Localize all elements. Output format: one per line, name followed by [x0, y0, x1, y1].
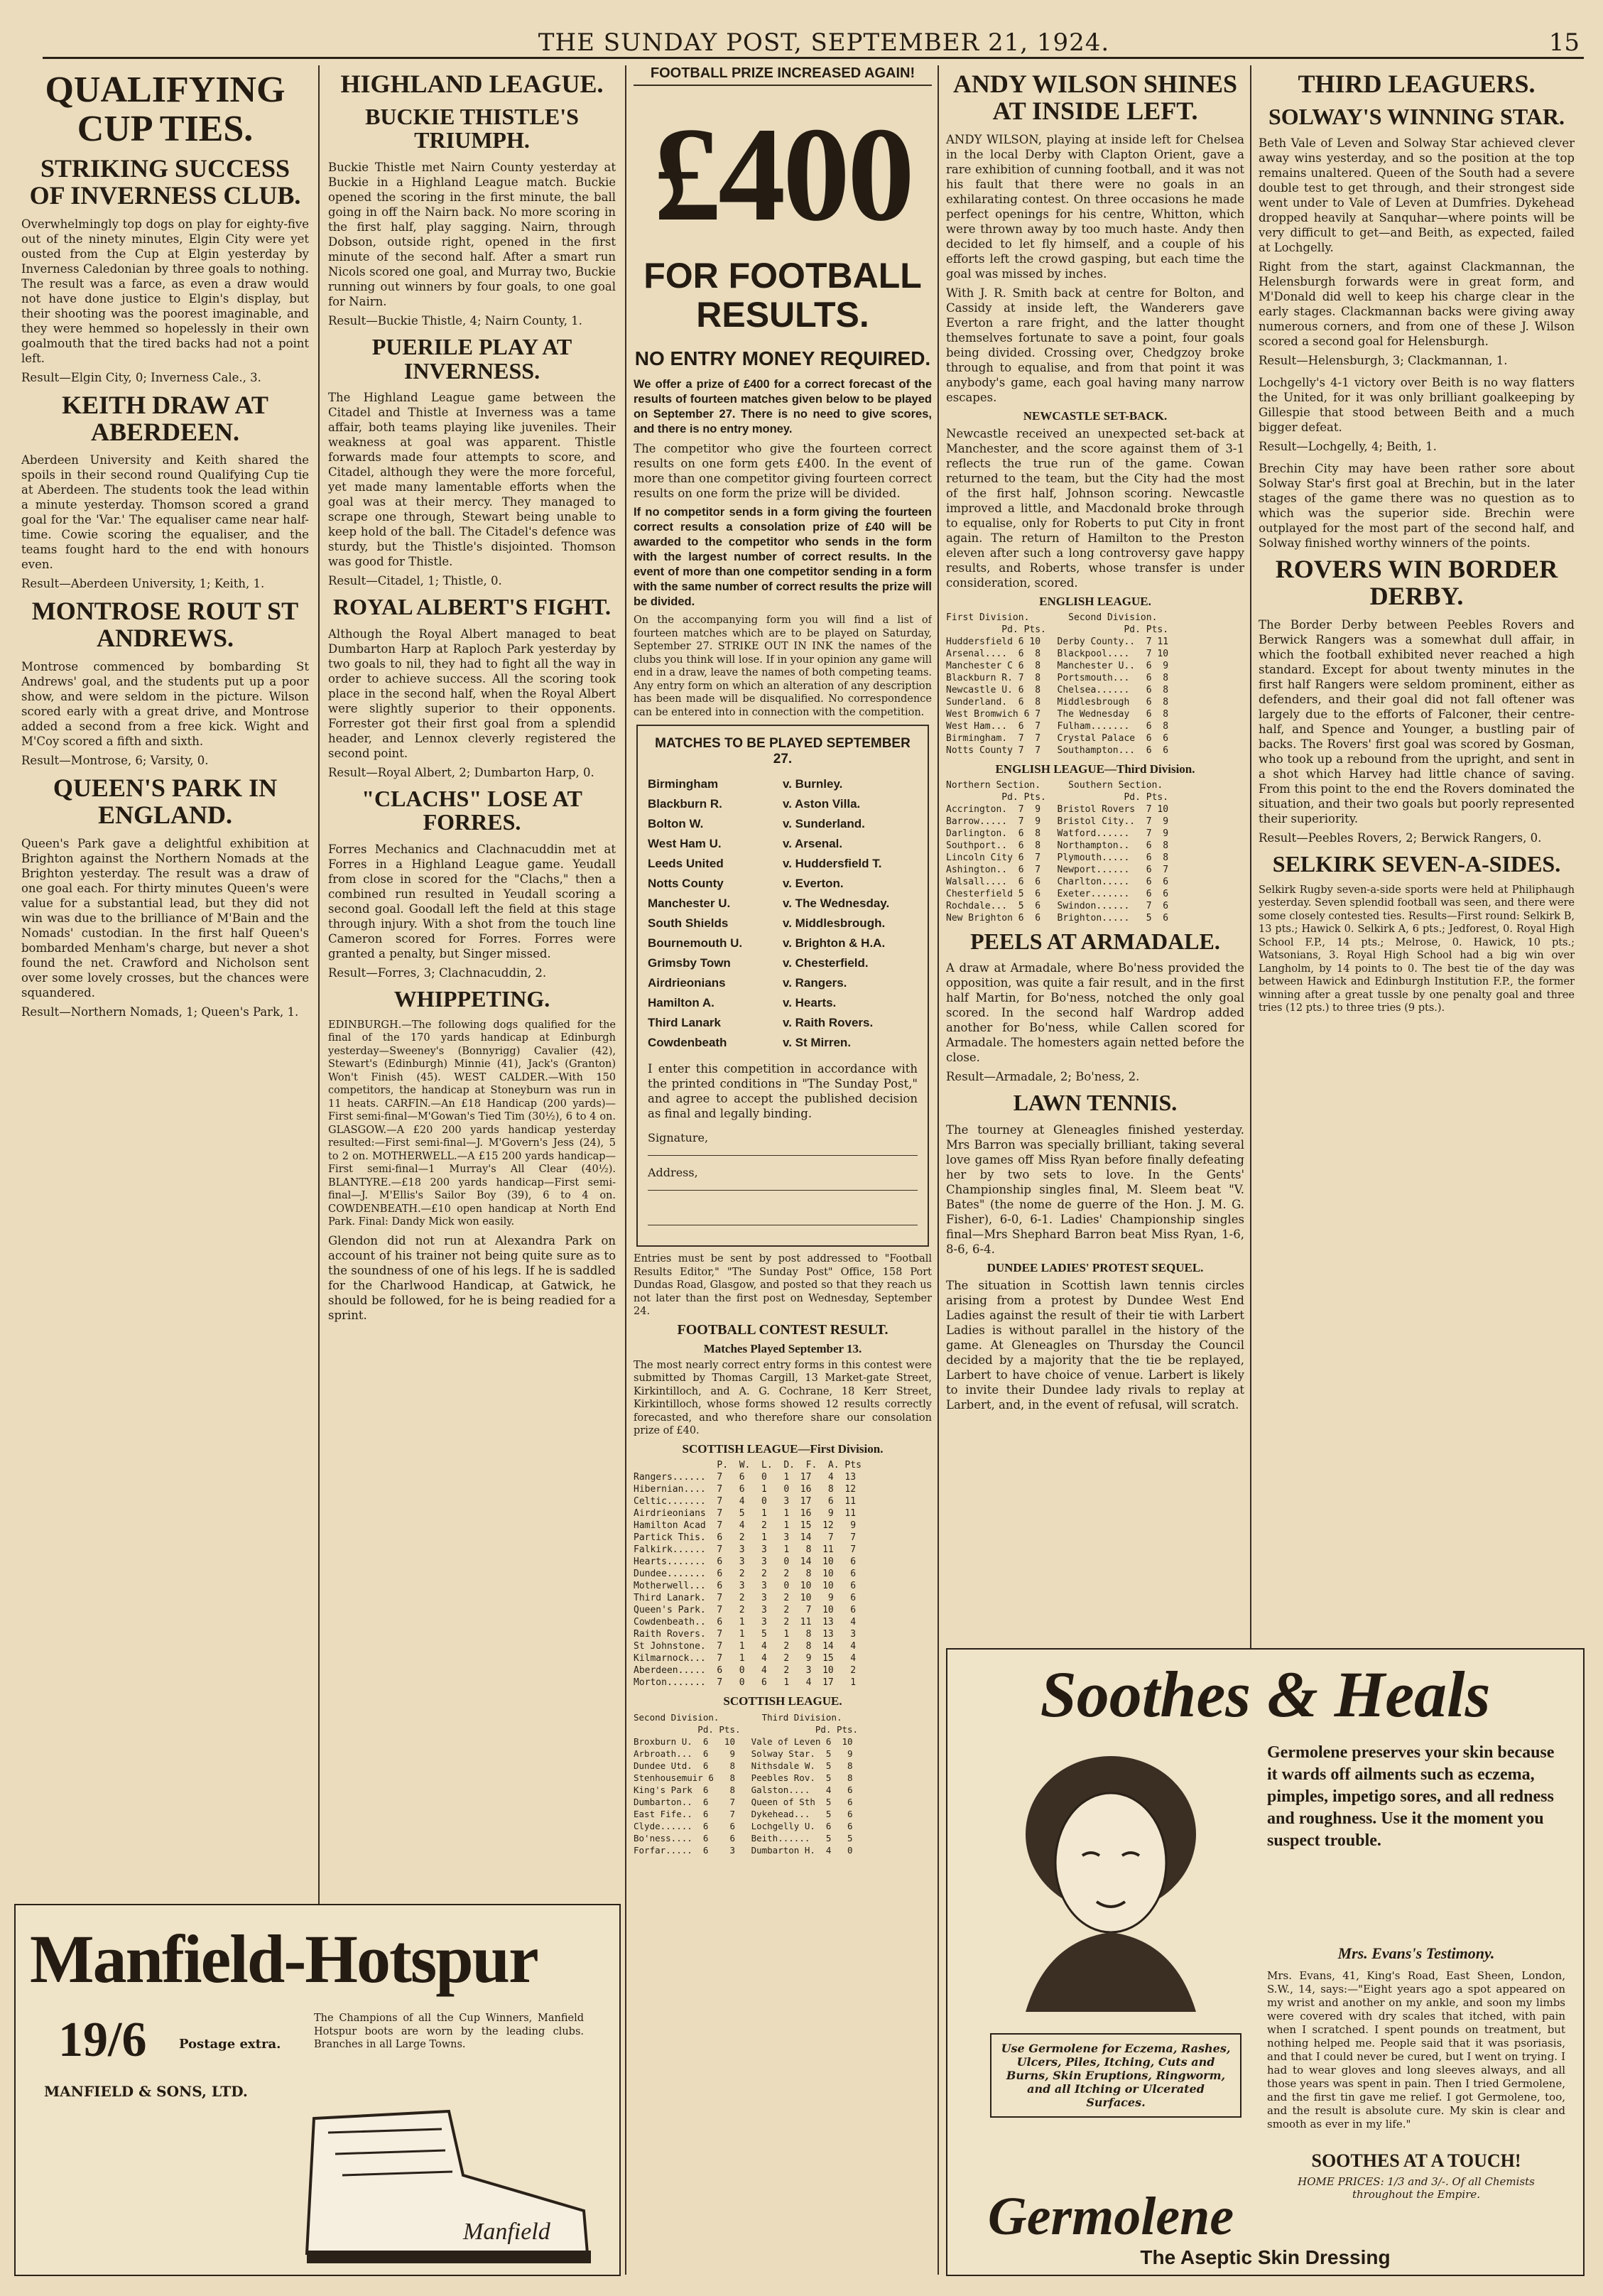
result-line: Result—Elgin City, 0; Inverness Cale., 3.: [21, 370, 261, 384]
article-body: Lochgelly's 4-1 victory over Beith is no way flatters the United, for it was only brilliant goalkeeping by Gillespie that stood between Beith and a much bigger defeat.: [1259, 376, 1575, 435]
subheadline: Matches Played September 13.: [703, 1341, 862, 1355]
result-line: Result—Forres, 3; Clachnacuddin, 2.: [328, 965, 547, 980]
fixture-row: [648, 1033, 918, 1053]
competition-banner: FOOTBALL PRIZE INCREASED AGAIN!: [634, 65, 932, 86]
article-body: Forres Mechanics and Clachnacuddin met at Forres in a Highland League game. Yeudall from close in scored for the "Clachs," then a combined run resulted in Yeudall scoring a second goal. Goodall left the field at this stage through injury. With a shot from the touch line Cameron scored for Forres. Forres were granted a penalty, but Singer missed.: [328, 842, 616, 960]
competition-title: FOR FOOTBALL RESULTS.: [643, 256, 922, 335]
offer-text: We offer a prize of £400 for a correct forecast of the results of fourteen matches given below to be played on September 27. There is no need to give scores, and there is no entry money.: [634, 378, 932, 435]
boot-sole-label: Manfield: [463, 2219, 550, 2245]
article-body: The most nearly correct entry forms in this contest were submitted by Thomas Cargill, 13 Market-gate Street, Kirkintilloch, and A. G. Cochrane, 18 Kerr Street, Kirkintilloch, whose forms showed 12 results correctly forecasted, and who therefore share our consolation prize of £40.: [634, 1359, 932, 1436]
fixture-away[interactable]: v. The Wednesday.: [783, 897, 890, 910]
league-table: Second Division. Third Division. Pd. Pts. Pd. Pts. Broxburn U. 6 10 Vale of Leven 6 10 Arbroath... 6 9 Solway Star. 5 9 Dundee Utd. 6 8 Nithsdale W. 5 8 Stenhousemuir 6 8 Peebles Rov. 5 8 King's Park 6 8 Galston.... 4 6 Dumbarton.. 6 7 Queen of Sth 5 6 East Fife.. 6 7 Dykehead... 5 6 Clyde...... 6 6 Lochgelly U. 6 6 Bo'ness.... 6 6 Beith...... 5 5 Forfar..... 6 3 Dumbarton H. 4 0: [634, 1711, 859, 1856]
result-line: Result—Montrose, 6; Varsity, 0.: [21, 753, 209, 767]
woman-portrait-icon: [962, 1742, 1260, 2012]
page-number: 15: [1548, 28, 1580, 57]
article-body: Selkirk Rugby seven-a-side sports were held at Philiphaugh yesterday. Seven splendid football was seen, and there were some closely contested ties. Results—First round: Selkirk B, 13 pts.; Hawick 0. Selkirk A, 6 pts.; Jedforest, 0. Royal High School F.P., 14 pts.; Melrose, 0. Hawick, 10 pts.; Watsonians, 3. Royal High School had a big win over Langholm, by 14 points to 0. The best tie of the day was between Hawick and Edinburgh Institution F.P., the former winning after a great tussle by one penalty goal and three tries (12 pts.) to three tries (9 pts.).: [1259, 884, 1575, 1014]
table-title: SCOTTISH LEAGUE.: [723, 1694, 842, 1708]
fixture-home[interactable]: Bournemouth U.: [648, 936, 743, 950]
fixture-away[interactable]: v. Aston Villa.: [783, 797, 861, 811]
fixtures-title: MATCHES TO BE PLAYED SEPTEMBER 27.: [655, 736, 911, 767]
column-1: [21, 65, 309, 1884]
headline: ROYAL ALBERT'S FIGHT.: [333, 594, 611, 620]
headline: HIGHLAND LEAGUE.: [340, 70, 604, 98]
article-body: A draw at Armadale, where Bo'ness provided the opposition, was quite a fair result, and in the first half Martin, for Bo'ness, notched the only goal scored. In the second half Wardrop added another for Bo'ness, while Callen scored for Armadale. The homesters again netted before the close.: [946, 961, 1244, 1065]
fixture-away[interactable]: v. Everton.: [783, 877, 844, 890]
fixture-row: [648, 834, 918, 854]
masthead-title: THE SUNDAY POST, SEPTEMBER 21, 1924.: [538, 28, 1110, 57]
fixture-away[interactable]: v. Hearts.: [783, 996, 837, 1009]
fixture-row: [648, 914, 918, 933]
fixture-row: [648, 854, 918, 874]
fixture-away[interactable]: v. Rangers.: [783, 976, 847, 990]
ad-prices: HOME PRICES: 1/3 and 3/-. Of all Chemists throughout the Empire.: [1298, 2175, 1535, 2201]
column-3: [634, 65, 932, 1884]
fixture-home[interactable]: Birmingham: [648, 777, 719, 791]
prize-amount: £400: [653, 100, 912, 249]
ad-copy: The Champions of all the Cup Winners, Manfield Hotspur boots are worn by the leading clubs. Branches in all Large Towns.: [314, 2013, 584, 2050]
article-body: Newcastle received an unexpected set-back at Manchester, and the score against them of 3-1 reflects the true run of the game. Cowan returned to the team, but the City had the most of the first half, Johnson scoring. Newcastle improved a little, and Macdonald broke through to equalise, only for Roberts to put City in front again. The return of Hamilton to the Preston eleven after such a long controversy gave happy results, and Roberts, whose transfer is under consideration, scored.: [946, 426, 1244, 590]
article-body: Queen's Park gave a delightful exhibition at Brighton against the Northern Nomads at the Brighton yesterday. The result was a draw of one goal each. For thirty minutes Queen's were value for a substantial lead, but they did not win was due to the brilliance of M'Bain and the Nomads' custodian. In the first half Queen's bombarded Menham's charge, but never a shot found the net. Crawford and Nicholson sent over some lovely crosses, but the chances were squandered.: [21, 836, 309, 1000]
fixture-away[interactable]: v. Arsenal.: [783, 837, 843, 850]
league-table: First Division. Second Division. Pd. Pts. Pd. Pts. Huddersfield 6 10 Derby County.. 7 11 Arsenal.... 6 8 Blackpool.... 7 10 Manchester C 6 8 Manchester U.. 6 9 Blackburn R. 7 8 Portsmouth... 6 8 Newcastle U. 6 8 Chelsea...... 6 8 Sunderland. 6 8 Middlesbrough 6 8 West Bromwich 6 7 The Wednesday 6 8 West Ham... 6 7 Fulham....... 6 8 Birmingham. 7 7 Crystal Palace 6 6 Notts County 7 7 Southampton... 6 6: [946, 612, 1169, 756]
article-body: The Border Derby between Peebles Rovers and Berwick Rangers was a somewhat dull affair, in which the football exhibited never reached a high standard. Except for about twenty minutes in the first half Rangers were seldom prominent, either as defenders, and their goal did not fall oftener was largely due to the efforts of Falconer, their centre-half, and Spence and Younger, a bustling pair of backs. The Rovers' first goal was scored by Gosman, who took up a rebound from the upright, and sent in a shot which Harvey had little chance of saving. From this point to the end the Rovers dominated the situation, and their two goals but poorly represented their superiority.: [1259, 617, 1575, 825]
fixture-row: [648, 953, 918, 973]
fixture-home[interactable]: West Ham U.: [648, 837, 722, 850]
subheadline: STRIKING SUCCESS OF INVERNESS CLUB.: [29, 154, 301, 210]
ad-price: 19/6: [58, 2013, 147, 2067]
fixture-away[interactable]: v. Middlesbrough.: [783, 916, 886, 930]
headline: PEELS AT ARMADALE.: [970, 928, 1220, 954]
testimony-text: Mrs. Evans, 41, King's Road, East Sheen, London, S.W., 14, says:—"Eight years ago a spot appeared on my wrist and another on my ankle, and soon my limbs were covered with dry scales that itched, with pain when I scratched. I spent pounds on treatment, but nothing helped me. People said that it was psoriasis, and that I could never be cured, but I went on trying. I had to wear gloves and long sleeves always, and all those years was spent in pain. Then I tried Germolene, and the first tin gave me relief. I got Germolene, too, and the result is absolute cure. My skin is clear and smooth as ever in my life.": [1267, 1969, 1565, 2130]
address-field[interactable]: Address,: [648, 1166, 918, 1191]
ad-postage: Postage extra.: [179, 2037, 281, 2052]
fixture-row: [648, 993, 918, 1013]
fixture-home[interactable]: Leeds United: [648, 857, 724, 870]
ad-brand: Manfield-Hotspur: [30, 1921, 538, 1997]
fixture-home[interactable]: South Shields: [648, 916, 729, 930]
article-body: Glendon did not run at Alexandra Park on account of his trainer not being quite sure as to the soundness of one of his legs. If he is saddled for the Charlwood Handicap, at Gatwick, he should be followed, for he is being readied for a sprint.: [328, 1233, 616, 1322]
fixture-away[interactable]: v. Raith Rovers.: [783, 1016, 874, 1029]
fixtures-list: [648, 774, 918, 1053]
entry-form: [636, 725, 929, 1247]
column-rule: [938, 65, 939, 2275]
table-title: SCOTTISH LEAGUE—First Division.: [682, 1441, 884, 1456]
fixture-away[interactable]: v. Huddersfield T.: [783, 857, 882, 870]
article-body: ANDY WILSON, playing at inside left for Chelsea in the local Derby with Clapton Orient, gave a rare exhibition of cunning football, and it was not his fault that there were no goals in an exhilarating contest. On three occasions he made perfect openings for his centre, Whitton, which were thrown away by too much haste. Andy then decided to let fly himself, and a couple of his efforts left the crowd gasping, but each time the goal was missed by inches.: [946, 132, 1244, 281]
headline: QUALIFYING CUP TIES.: [45, 70, 286, 149]
article-body: Montrose commenced by bombarding St Andrews' goal, and the students put up a poor show, and were seldom in the picture. Wilson scored early with a great drive, and Montrose added a second from a free kick. Wight and M'Coy scored a fifth and sixth.: [21, 659, 309, 748]
subheadline: SOLWAY'S WINNING STAR.: [1268, 103, 1565, 129]
headline: FOOTBALL CONTEST RESULT.: [677, 1321, 889, 1338]
result-line: Result—Lochgelly, 4; Beith, 1.: [1259, 440, 1437, 454]
result-line: Result—Northern Nomads, 1; Queen's Park, 1.: [21, 1004, 299, 1019]
fixture-row: [648, 794, 918, 814]
entries-note: Entries must be sent by post addressed to "Football Results Editor," "The Sunday Post" Office, 158 Port Dundas Road, Glasgow, and posted so that they reach us not later than the first post on Wednesday, September 24.: [634, 1253, 932, 1317]
fixture-home[interactable]: Cowdenbeath: [648, 1036, 727, 1049]
fixture-row: [648, 933, 918, 953]
article-body: With J. R. Smith back at centre for Bolton, and Cassidy at inside left, the Wanderers gave Everton a rare fright, and the latter thought themselves fortunate to save a point, four goals being divided. Crossing over, Chedgzoy broke through to equalise, and from that point it was anybody's game, each goal having many narrow escapes.: [946, 286, 1244, 404]
ad-maker: MANFIELD & SONS, LTD.: [44, 2083, 248, 2100]
article-body: The Highland League game between the Citadel and Thistle at Inverness was a tame affair, both teams playing like juveniles. Their weakness at goal was apparent. Thistle forwards made four attempts to score, and Citadel, although they were the more forceful, yet made many lamentable efforts when the goal was at their mercy. They managed to scrape one through, Stewart being unable to keep hold of the ball. The Citadel's defence was sturdy, but the Thistle's disjointed. Thomson was good for Thistle.: [328, 391, 616, 569]
subheadline: BUCKIE THISTLE'S TRIUMPH.: [365, 103, 579, 153]
league-table: Northern Section. Southern Section. Pd. Pts. Pd. Pts. Accrington. 7 9 Bristol Rovers 7 10 Barrow..... 7 9 Bristol City.. 7 9 Darlington. 6 8 Watford...... 7 9 Southport.. 6 8 Northampton.. 6 8 Lincoln City 6 7 Plymouth..... 6 8 Ashington.. 6 7 Newport...... 6 7 Walsall.... 6 6 Charlton..... 6 6 Chesterfield 5 6 Exeter....... 6 6 Rochdale... 5 6 Swindon...... 7 6 New Brighton 6 6 Brighton..... 5 6: [946, 779, 1169, 924]
fixture-away[interactable]: v. Sunderland.: [783, 817, 865, 830]
column-4: [946, 65, 1244, 1912]
rules-text: The competitor who give the fourteen correct results on one form gets £400. In the event of more than one competitor giving fourteen correct results on one form the prize will be divided.: [634, 442, 932, 500]
ad-tagline: The Aseptic Skin Dressing: [1140, 2246, 1391, 2268]
headline: PUERILE PLAY AT INVERNESS.: [371, 333, 572, 384]
fixture-away[interactable]: v. Chesterfield.: [783, 956, 869, 970]
headline: THIRD LEAGUERS.: [1298, 70, 1536, 98]
headline: LAWN TENNIS.: [1013, 1090, 1178, 1116]
headline: ROVERS WIN BORDER DERBY.: [1275, 555, 1558, 611]
result-line: Result—Royal Albert, 2; Dumbarton Harp, 0.: [328, 765, 594, 779]
declaration-text: I enter this competition in accordance with the printed conditions in "The Sunday Post," and agree to accept the published decision as final and legally binding.: [648, 1062, 918, 1120]
article-body: The situation in Scottish lawn tennis circles arising from a protest by Dundee West End Ladies against the result of their tie with Larbert Ladies is without parallel in the history of the game. At Gleneagles on Thursday the Council decided by a majority that the tie be replayed, Larbert to have choice of venue. Larbert is likely to invite their Dundee lady rivals to replay at Larbert, and, in the event of refusal, will scratch.: [946, 1278, 1244, 1412]
table-title: ENGLISH LEAGUE.: [1039, 594, 1151, 608]
result-line: Result—Aberdeen University, 1; Keith, 1.: [21, 577, 265, 591]
article-body: The tourney at Gleneagles finished yesterday. Mrs Barron was specially brilliant, taking several love games off Miss Ryan before finally defeating her by two sets to love. In the Gents' Championship singles final, M. Sleem beat "V. Bates" (the nome de guerre of the Hon. J. M. G. Fisher), 6-0, 6-1. Ladies' Championship singles final—Mrs Shephard Barron beat Miss Ryan, 1-6, 8-6, 6-4.: [946, 1122, 1244, 1256]
column-rule: [625, 65, 626, 2275]
headline: ANDY WILSON SHINES AT INSIDE LEFT.: [952, 70, 1238, 125]
germolene-advertisement: [946, 1648, 1585, 2276]
article-body: Aberdeen University and Keith shared the spoils in their second round Qualifying Cup tie at Aberdeen. The students took the lead within a minute yesterday. Thomson scored a grand goal for the 'Var.' The equaliser came near half-time. Cowie scoring the equaliser, and the teams fought hard to the end with honours even.: [21, 453, 309, 572]
headline: MONTROSE ROUT ST ANDREWS.: [31, 597, 299, 653]
fixture-home[interactable]: Notts County: [648, 877, 724, 890]
table-title: ENGLISH LEAGUE—Third Division.: [995, 762, 1195, 776]
ad-brand: Germolene: [987, 2187, 1234, 2246]
result-line: Result—Armadale, 2; Bo'ness, 2.: [946, 1070, 1140, 1084]
subheadline: DUNDEE LADIES' PROTEST SEQUEL.: [987, 1260, 1204, 1274]
fixture-home[interactable]: Grimsby Town: [648, 956, 731, 970]
masthead: [43, 28, 1584, 59]
football-boot-icon: [286, 2090, 598, 2268]
result-line: Result—Helensburgh, 3; Clackmannan, 1.: [1259, 354, 1508, 368]
article-body: Although the Royal Albert managed to beat Dumbarton Harp at Raploch Park yesterday by two goals to nil, they had to fight all the way in order to achieve success. All the scoring took place in the second half, when the Royal Albert were slightly superior to their opponents. Forrester got their first goal from a splendid header, and Lennox cleverly registered the second point.: [328, 627, 616, 760]
fixture-row: [648, 874, 918, 894]
result-line: Result—Citadel, 1; Thistle, 0.: [328, 574, 502, 588]
league-table: P. W. L. D. F. A. Pts Rangers...... 7 6 0 1 17 4 13 Hibernian.... 7 6 1 0 16 8 12 Celtic....... 7 4 0 3 17 6 11 Airdrieonians 7 5 1 1 16 9 11 Hamilton Acad 7 4 2 1 15 12 9 Partick This. 6 2 1 3 14 7 7 Falkirk...... 7 3 3 1 8 11 7 Hearts....... 6 3 3 0 14 10 6 Dundee....... 6 2 2 2 8 10 6 Motherwell... 6 3 3 0 10 10 6 Third Lanark. 7 2 3 2 10 9 6 Queen's Park. 7 2 3 2 7 10 6 Cowdenbeath.. 6 1 3 2 11 13 4 Raith Rovers. 7 1 5 1 8 13 3 St Johnstone. 7 1 4 2 8 14 4 Kilmarnock... 7 1 4 2 9 15 4 Aberdeen..... 6 0 4 2 3 10 2 Morton....... 7 0 6 1 4 17 1: [634, 1459, 862, 1688]
headline: WHIPPETING.: [393, 985, 550, 1012]
article-body: Brechin City may have been rather sore about Solway Star's first goal at Brechin, but in the later stages of the game there was no question as to which was the superior side. Brechin were outplayed for the most part of the second half, and Solway finished worthy winners of the points.: [1259, 462, 1575, 551]
ad-uses: Use Germolene for Eczema, Rashes, Ulcers, Piles, Itching, Cuts and Burns, Skin Eruptions, Ringworm, and all Itching or Ulcerated Surfaces.: [990, 2033, 1241, 2118]
rules-text: If no competitor sends in a form giving the fourteen correct results a consolation prize of £40 will be awarded to the competitor who sends in the form with the largest number of correct results. In the event of more than one competitor sending in a form with the same number of correct results the prize will be divided.: [634, 506, 932, 608]
fixture-home[interactable]: Manchester U.: [648, 897, 731, 910]
result-line: Result—Buckie Thistle, 4; Nairn County, 1.: [328, 313, 582, 327]
article-body: Beth Vale of Leven and Solway Star achieved clever away wins yesterday, and so the position at the top remains unaltered. Queen of the South had a severe double test to get through, and their strongest side went under to Vale of Leven at Dumfries. Dykehead dropped heavily at Sanquhar—where points will be very difficult to get—and Beith, as expected, failed at Lochgelly.: [1259, 136, 1575, 255]
headline: SELKIRK SEVEN-A-SIDES.: [1272, 850, 1561, 877]
testimony-heading: Mrs. Evans's Testimony.: [1337, 1944, 1495, 1962]
fixture-row: [648, 894, 918, 914]
fixture-row: [648, 814, 918, 834]
column-5: [1259, 65, 1575, 1884]
headline: "CLACHS" LOSE AT FORRES.: [362, 785, 582, 835]
fixture-away[interactable]: v. Brighton & H.A.: [783, 936, 886, 950]
address-field-line[interactable]: [648, 1201, 918, 1225]
fixture-row: [648, 973, 918, 993]
headline: QUEEN'S PARK IN ENGLAND.: [53, 773, 278, 829]
ad-title: Soothes & Heals: [1040, 1658, 1491, 1731]
fixture-away[interactable]: v. Burnley.: [783, 777, 843, 791]
fixture-away[interactable]: v. St Mirren.: [783, 1036, 852, 1049]
fixture-home[interactable]: Airdrieonians: [648, 976, 726, 990]
no-entry-money: NO ENTRY MONEY REQUIRED.: [634, 347, 931, 369]
article-body: Overwhelmingly top dogs on play for eighty-five out of the ninety minutes, Elgin City were yet ousted from the Cup at Elgin yesterday by Inverness Caledonian by three goals to nothing. The result was a farce, as even a draw would not have done justice to Elgin's display, but their shooting was the poorest imaginable, and they were hemmed so hopelessly in their own goalmouth that the tired backs had not a point left.: [21, 217, 309, 365]
result-line: Result—Peebles Rovers, 2; Berwick Rangers, 0.: [1259, 830, 1542, 845]
fixture-row: [648, 774, 918, 794]
fixture-home[interactable]: Blackburn R.: [648, 797, 722, 811]
ad-touch: SOOTHES AT A TOUCH!: [1311, 2150, 1521, 2171]
fixture-home[interactable]: Third Lanark: [648, 1016, 721, 1029]
fixture-row: [648, 1013, 918, 1033]
rules-text: On the accompanying form you will find a list of fourteen matches which are to be played on Saturday, September 27. STRIKE OUT IN INK the names of the clubs you think will lose. If in your opinion any game will end in a draw, leave the names of both competing teams. Any entry form on which an alteration of any description has been made will be disqualified. No correspondence can be entered into in connection with the competition.: [634, 614, 932, 718]
signature-field[interactable]: Signature,: [648, 1131, 918, 1156]
manfield-advertisement: [14, 1904, 621, 2276]
headline: KEITH DRAW AT ABERDEEN.: [62, 390, 268, 446]
article-body: Buckie Thistle met Nairn County yesterday at Buckie in a Highland League match. Buckie opened the scoring in the first minute, the ball going in off the Nairn back. No more scoring in the first half, play sagging. Nairn, through Dobson, outside right, opened in the first minute of the second half. After a smart run Nicols scored one goal, and Murray two, Buckie running out winners by four goals, to one goal for Nairn.: [328, 160, 616, 308]
ad-claim: Germolene preserves your skin because it wards off ailments such as eczema, pimples, impetigo sores, and all redness and roughness. Use it the moment you suspect trouble.: [1267, 1743, 1555, 1850]
article-body: Right from the start, against Clackmannan, the Helensburgh forwards were in great form, and M'Donald did well to keep his charge clear in the early stages. Clackmannan backs were giving away numerous corners, and from one of these J. Wilson scored a second goal for Helensburgh.: [1259, 260, 1575, 349]
fixture-home[interactable]: Bolton W.: [648, 817, 704, 830]
fixture-home[interactable]: Hamilton A.: [648, 996, 714, 1009]
subheadline: NEWCASTLE SET-BACK.: [1023, 408, 1168, 423]
column-2: [328, 65, 616, 1884]
article-body: EDINBURGH.—The following dogs qualified for the final of the 170 yards handicap at Edinburgh yesterday—Sweeney's (Bonnyrigg) Cavalier (42), Stewart's (Edinburgh) Minnie (41), Jack's (Granton) Won't Finish (45). WEST CALDER.—With 150 competitors, the handicap at Stoneyburn was run in 11 heats. CARFIN.—An £18 Handicap (200 yards)—First semi-final—M'Gowan's Tied Tim (30½), 6 to 4 on. GLASGOW.—A £20 200 yards handicap yesterday resulted:—First semi-final—J. M'Govern's Jess (24), 5 to 2 on. MOTHERWELL.—A £15 200 yards handicap—First semi-final—1 Murray's All Clear (40½). BLANTYRE.—£18 200 yards handicap—First semi-final—J. M'Ellis's Sailor Boy (39), 6 to 4 on. COWDENBEATH.—£10 open handicap at North End Park. Final: Dandy Mick won easily.: [328, 1019, 616, 1228]
